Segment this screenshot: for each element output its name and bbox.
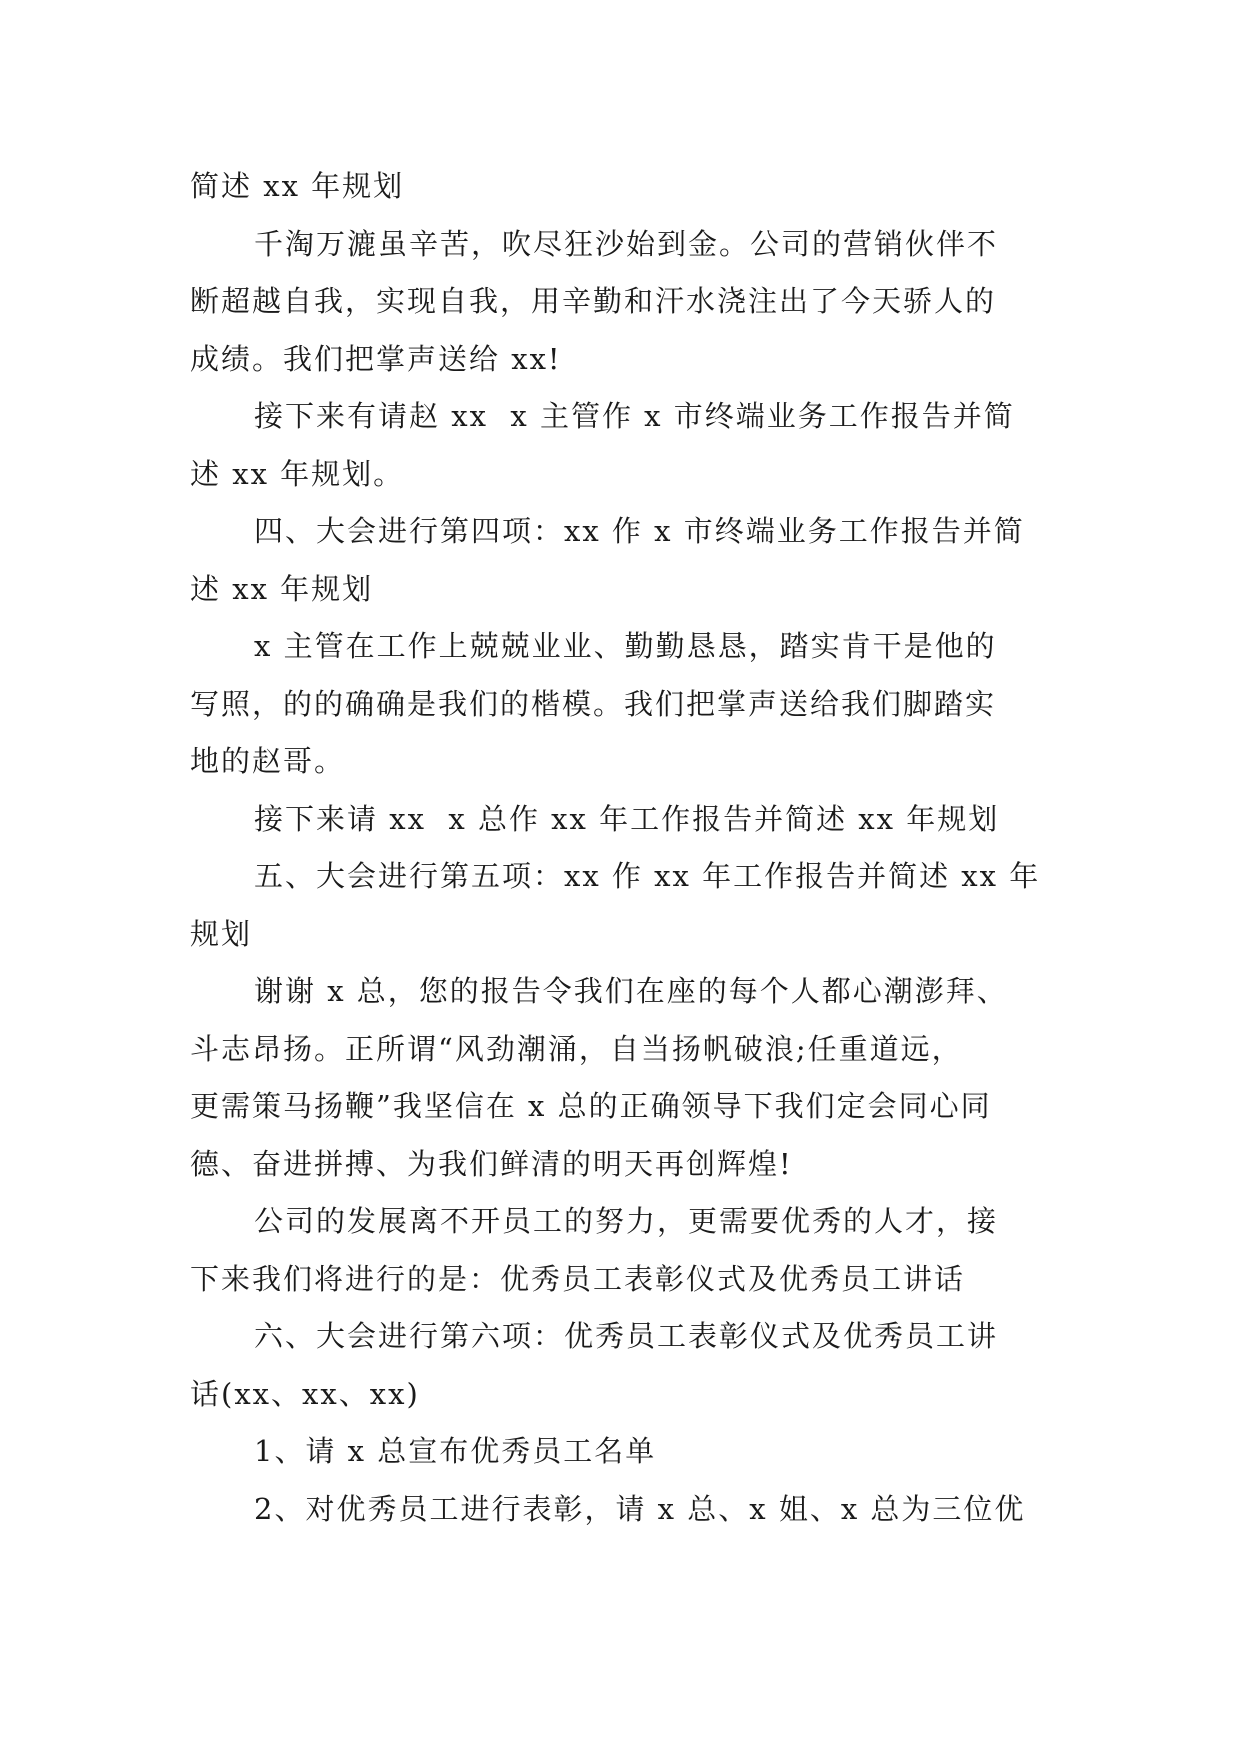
text-line: 谢谢 x 总，您的报告令我们在座的每个人都心潮澎拜、 <box>254 974 1008 1008</box>
text-line: 述 xx 年规划 <box>190 571 374 606</box>
text-line: 述 xx 年规划。 <box>190 456 405 491</box>
text-line: 2、对优秀员工进行表彰，请 x 总、x 姐、x 总为三位优 <box>254 1491 1026 1526</box>
text-line: 斗志昂扬。正所谓“风劲潮涌，自当扬帆破浪;任重道远， <box>190 1031 963 1066</box>
text-line: 成绩。我们把掌声送给 xx! <box>190 341 562 376</box>
document-body <box>190 158 1060 1538</box>
text-line: 更需策马扬鞭”我坚信在 x 总的正确领导下我们定会同心同 <box>190 1089 992 1123</box>
text-line: 接下来有请赵 xx x 主管作 x 市终端业务工作报告并简 <box>254 399 1015 433</box>
text-line: 公司的发展离不开员工的努力，更需要优秀的人才，接 <box>254 1204 999 1238</box>
text-line: 话(xx、xx、xx) <box>190 1376 420 1411</box>
text-line: 千淘万漉虽辛苦，吹尽狂沙始到金。公司的营销伙伴不 <box>254 226 999 261</box>
text-line: 五、大会进行第五项：xx 作 xx 年工作报告并简述 xx 年 <box>254 859 1041 893</box>
text-line: 写照，的的确确是我们的楷模。我们把掌声送给我们脚踏实 <box>190 686 997 721</box>
text-line: 1、请 x 总宣布优秀员工名单 <box>254 1434 657 1468</box>
text-line: 地的赵哥。 <box>190 744 346 778</box>
text-line: 接下来请 xx x 总作 xx 年工作报告并简述 xx 年规划 <box>254 801 1000 836</box>
text-line: x 主管在工作上兢兢业业、勤勤恳恳，踏实肯干是他的 <box>254 629 997 663</box>
text-line: 德、奋进拼搏、为我们鲜清的明天再创辉煌! <box>190 1146 793 1181</box>
text-line: 断超越自我，实现自我，用辛勤和汗水浇注出了今天骄人的 <box>190 284 997 318</box>
text-line: 下来我们将进行的是：优秀员工表彰仪式及优秀员工讲话 <box>190 1261 966 1296</box>
text-line: 四、大会进行第四项：xx 作 x 市终端业务工作报告并简 <box>254 514 1025 548</box>
text-line: 规划 <box>190 916 253 951</box>
text-line: 简述 xx 年规划 <box>190 169 405 203</box>
text-line: 六、大会进行第六项：优秀员工表彰仪式及优秀员工讲 <box>254 1319 999 1353</box>
